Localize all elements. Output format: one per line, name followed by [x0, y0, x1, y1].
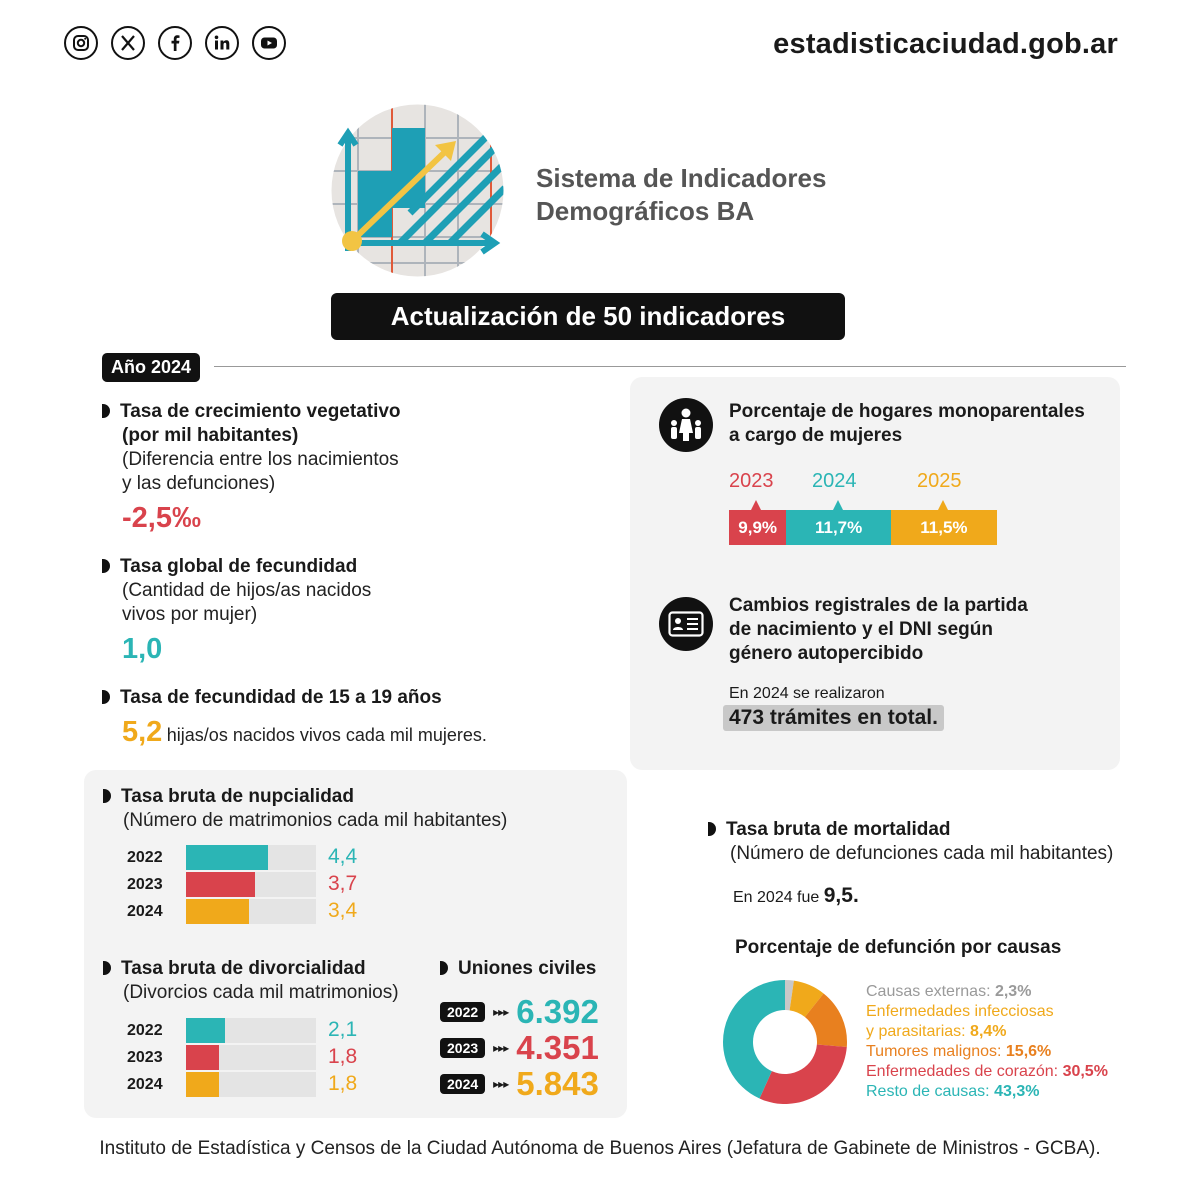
nup-year: 2023: [127, 876, 163, 893]
arrows-icon: ▸▸▸: [493, 1077, 509, 1091]
monoparentales-chart: [729, 470, 1009, 550]
nup-bar-2023: [186, 872, 255, 897]
div-value: 1,8: [328, 1072, 358, 1095]
x-icon[interactable]: [111, 26, 145, 60]
indicators-logo-icon: [330, 103, 505, 278]
bullet-icon: [102, 559, 110, 573]
div-year: 2022: [127, 1022, 163, 1039]
causas-title: Porcentaje de defunción por causas: [735, 937, 1062, 958]
monoparentales-title: Porcentaje de hogares monoparentales a cargo de mujeres: [729, 401, 1085, 446]
fecundidad-value: 1,0: [122, 633, 163, 665]
vegetativo-desc2: y las defunciones): [122, 473, 276, 494]
fecundidad-adol-title: Tasa de fecundidad de 15 a 19 años: [120, 687, 442, 708]
fecundidad-adol-value: 5,2: [122, 716, 163, 748]
uniones-title: Uniones civiles: [440, 957, 596, 981]
arrows-icon: ▸▸▸: [493, 1005, 509, 1019]
fecundidad-adol-desc: hijas/os nacidos vivos cada mil mujeres.: [166, 725, 487, 745]
divider: [214, 366, 1126, 367]
bullet-icon: [708, 822, 716, 836]
union-row-2022: [440, 995, 599, 1029]
mortalidad-desc: (Número de defunciones cada mil habitantes): [730, 843, 1114, 864]
registrales-title: Cambios registrales de la partida de nacimiento y el DNI según género autopercibido: [729, 595, 1028, 664]
div-bar-2023: [186, 1045, 219, 1070]
vegetativo-subtitle: (por mil habitantes): [122, 425, 299, 446]
year-tag: Año 2024: [102, 353, 200, 382]
div-bar-2024: [186, 1072, 219, 1097]
fecundidad-section: [102, 555, 532, 666]
instagram-icon[interactable]: [64, 26, 98, 60]
marker-2023: [751, 500, 761, 510]
div-year: 2023: [127, 1049, 163, 1066]
nup-bar-2024: [186, 899, 249, 924]
marker-2025: [938, 500, 948, 510]
nup-value: 4,4: [328, 845, 358, 868]
nup-bar-2022: [186, 845, 268, 870]
youtube-icon[interactable]: [252, 26, 286, 60]
arrows-icon: ▸▸▸: [493, 1041, 509, 1055]
legend-infecciosas: Enfermedades infecciosas: [866, 1003, 1054, 1020]
union-row-2024: [440, 1067, 599, 1101]
div-value: 2,1: [328, 1018, 358, 1041]
union-year: 2023: [440, 1038, 485, 1058]
fecundidad-adol-section: [102, 686, 622, 749]
div-bar-2022: [186, 1018, 225, 1043]
divorcialidad-desc: (Divorcios cada mil matrimonios): [123, 982, 399, 1003]
legend-tumores: Tumores malignos: 15,6%: [866, 1043, 1052, 1060]
page-title: Sistema de Indicadores Demográficos BA: [536, 163, 827, 226]
causas-legend: [866, 982, 1166, 1102]
mortalidad-section: [708, 818, 1128, 866]
registrales-intro: En 2024 se realizaron: [729, 685, 885, 702]
divorcialidad-section: [103, 957, 433, 1005]
vegetativo-section: [102, 400, 532, 535]
nup-year: 2024: [127, 903, 163, 920]
union-year: 2024: [440, 1074, 485, 1094]
mortalidad-value-line: [733, 884, 859, 908]
nup-value: 3,4: [328, 899, 358, 922]
registrales-total: 473 trámites en total.: [723, 705, 944, 731]
div-year: 2024: [127, 1076, 163, 1093]
nupcialidad-title: Tasa bruta de nupcialidad: [121, 786, 354, 807]
nupcialidad-desc: (Número de matrimonios cada mil habitantes): [123, 810, 508, 831]
website-link[interactable]: estadisticaciudad.gob.ar: [773, 28, 1118, 60]
mono-year-2024: 2024: [812, 470, 857, 492]
banner-title: Actualización de 50 indicadores: [331, 293, 845, 340]
nup-value: 3,7: [328, 872, 358, 895]
slice-corazon: [760, 1045, 847, 1104]
bullet-icon: [440, 961, 448, 975]
union-row-2023: [440, 1031, 599, 1065]
vegetativo-desc: (Diferencia entre los nacimientos: [122, 449, 399, 470]
vegetativo-title: Tasa de crecimiento vegetativo: [120, 401, 401, 422]
marker-2024: [833, 500, 843, 510]
nup-year: 2022: [127, 849, 163, 866]
nupcialidad-section: [103, 785, 623, 833]
fecundidad-desc2: vivos por mujer): [122, 604, 258, 625]
mono-year-2025: 2025: [917, 470, 962, 492]
legend-corazon: Enfermedades de corazón: 30,5%: [866, 1063, 1108, 1080]
mono-year-2023: 2023: [729, 470, 774, 492]
union-year: 2022: [440, 1002, 485, 1022]
union-value: 4.351: [516, 1029, 599, 1066]
legend-resto: Resto de causas: 43,3%: [866, 1083, 1040, 1100]
causas-donut-chart: [722, 979, 848, 1105]
div-value: 1,8: [328, 1045, 358, 1068]
union-value: 5.843: [516, 1065, 599, 1102]
mortalidad-intro: En 2024 fue: [733, 889, 820, 906]
facebook-icon[interactable]: [158, 26, 192, 60]
bullet-icon: [102, 690, 110, 704]
id-card-icon: [659, 597, 713, 651]
bullet-icon: [103, 961, 111, 975]
mortalidad-title: Tasa bruta de mortalidad: [726, 819, 951, 840]
divorcialidad-title: Tasa bruta de divorcialidad: [121, 958, 366, 979]
mortalidad-value: 9,5.: [823, 884, 859, 907]
bullet-icon: [102, 404, 110, 418]
bullet-icon: [103, 789, 111, 803]
footer-source: Instituto de Estadística y Censos de la Ciudad Autónoma de Buenos Aires (Jefatura de Gabinete de Ministros - GCBA).: [99, 1138, 1101, 1159]
mono-bar-2024: 11,7%: [786, 510, 891, 545]
legend-externas: Causas externas: 2,3%: [866, 983, 1032, 1000]
divorcialidad-chart: [0, 1018, 400, 1098]
vegetativo-value: -2,5‰: [122, 502, 201, 534]
nupcialidad-chart: [0, 845, 400, 925]
fecundidad-title: Tasa global de fecundidad: [120, 556, 358, 577]
legend-infecciosas-2: y parasitarias: 8,4%: [866, 1023, 1007, 1040]
linkedin-icon[interactable]: [205, 26, 239, 60]
mono-bar-2025: 11,5%: [891, 510, 997, 545]
family-icon: [659, 398, 713, 452]
fecundidad-desc: (Cantidad de hijos/as nacidos: [122, 580, 372, 601]
mono-bar-2023: 9,9%: [729, 510, 786, 545]
union-value: 6.392: [516, 993, 599, 1030]
